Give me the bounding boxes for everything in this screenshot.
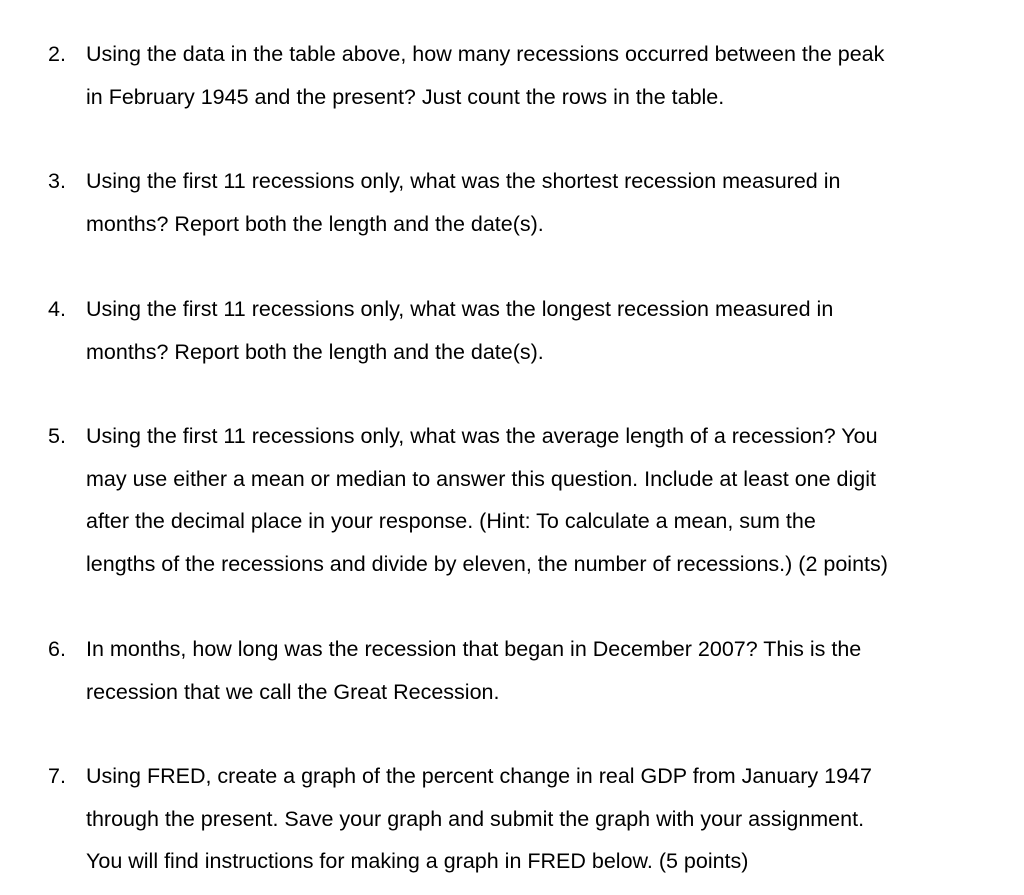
question-text: Using the data in the table above, how many recessions occurred between the peak in February 1945 and the present? Just count the rows in the table. <box>86 42 885 109</box>
question-text: Using the first 11 recessions only, what was the average length of a recession? You may use either a mean or median to answer this question. Include at least one digit after the decimal place in your response. (Hint: To calculate a mean, sum the lengths of the recessions and divide by eleven, the number of recessions.) (2 points) <box>86 424 888 576</box>
question-4 <box>48 288 1008 373</box>
question-text: Using FRED, create a graph of the percent change in real GDP from January 1947 through the present. Save your graph and submit the graph with your assignment. You will find instructions for making a graph in FRED below. (5 points) <box>86 764 872 873</box>
question-number: 3. <box>48 169 66 193</box>
question-text: Using the first 11 recessions only, what was the longest recession measured in months? Report both the length and the date(s). <box>86 297 834 364</box>
question-text: Using the first 11 recessions only, what was the shortest recession measured in months? Report both the length and the date(s). <box>86 169 841 236</box>
question-2 <box>48 33 1008 118</box>
question-5 <box>48 415 1008 585</box>
question-number: 6. <box>48 637 66 661</box>
question-number: 5. <box>48 424 66 448</box>
question-number: 7. <box>48 764 66 788</box>
question-3 <box>48 160 1008 245</box>
question-number: 4. <box>48 297 66 321</box>
question-6 <box>48 628 1008 713</box>
question-7 <box>48 755 1008 883</box>
question-number: 2. <box>48 42 66 66</box>
question-text: In months, how long was the recession that began in December 2007? This is the recession that we call the Great Recession. <box>86 637 862 704</box>
